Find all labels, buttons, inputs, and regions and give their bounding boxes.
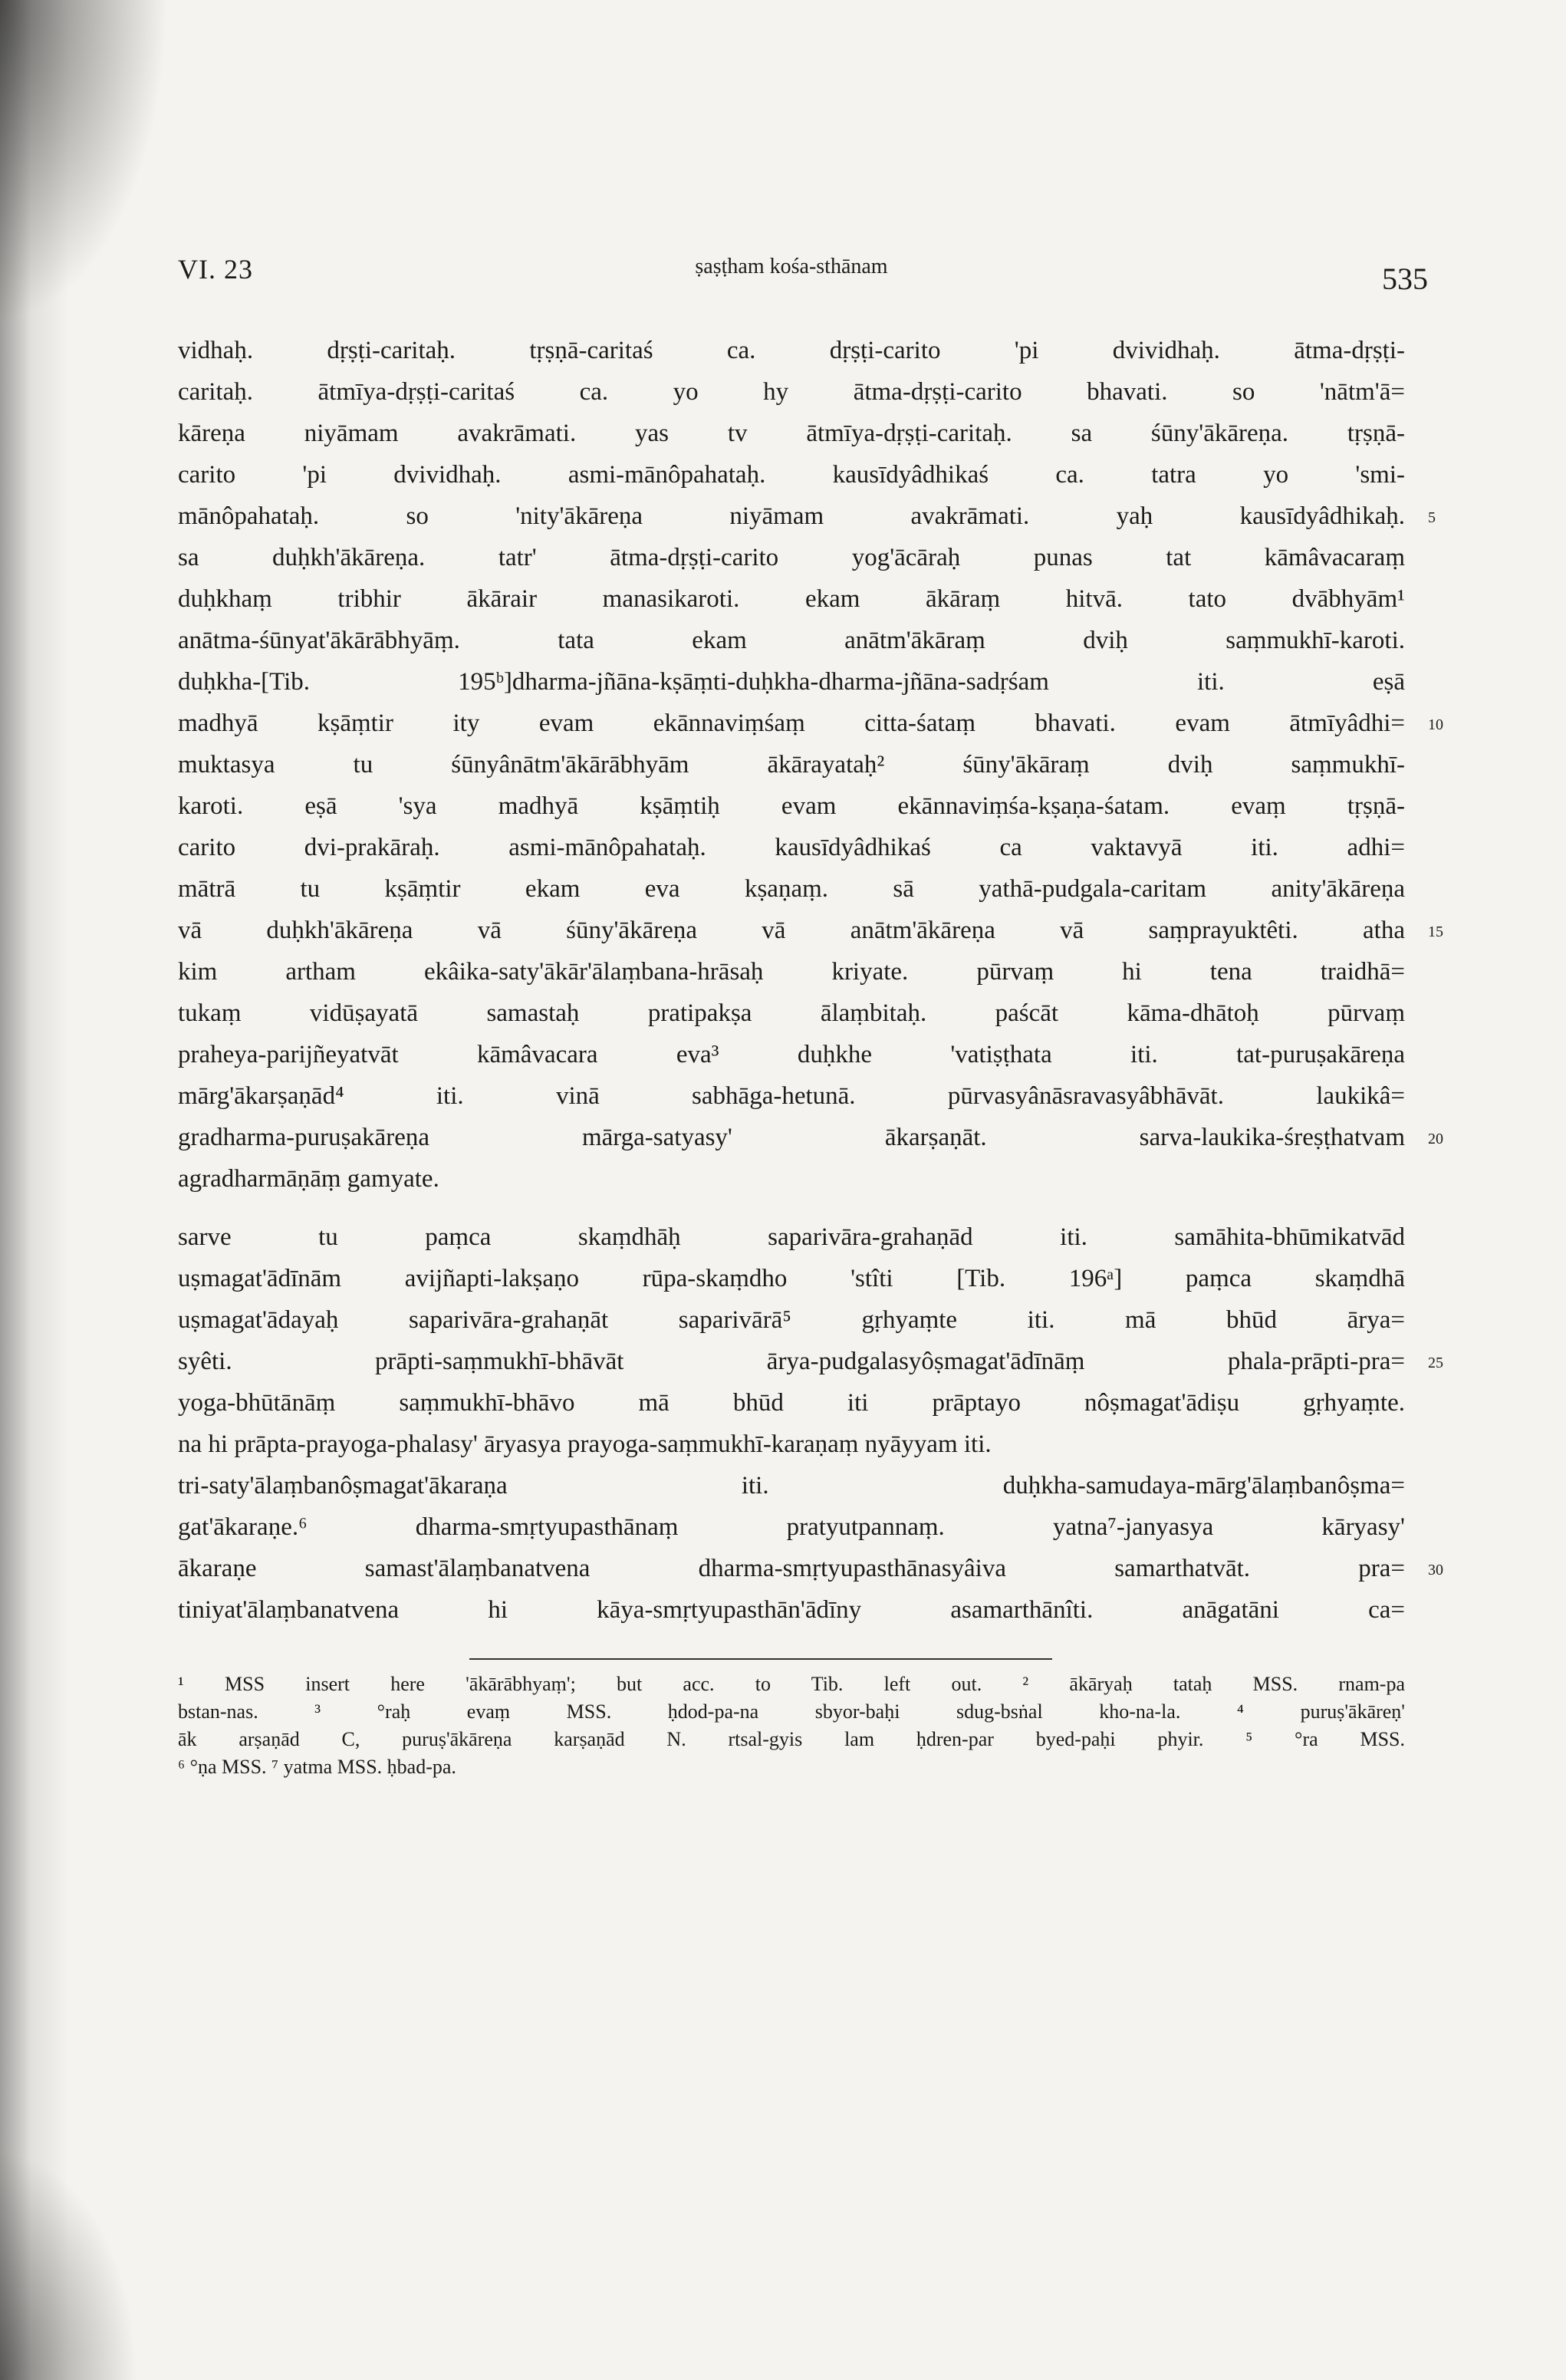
footnotes <box>178 1671 1405 1781</box>
line-number: 10 <box>1428 716 1443 733</box>
line-number: 15 <box>1428 923 1443 940</box>
line-text: tiniyat'ālaṃbanatvena hi kāya-smṛtyupasthān'ādīny asamarthānîti. anāgatāni ca= <box>178 1596 1405 1624</box>
text-line <box>178 578 1405 620</box>
scan-shadow-edge <box>0 0 69 2380</box>
line-text: carito 'pi dvividhaḥ. asmi-mānôpahataḥ. kausīdyâdhikaś ca. tatra yo 'smi- <box>178 461 1405 489</box>
line-text: carito dvi-prakāraḥ. asmi-mānôpahataḥ. kausīdyâdhikaś ca vaktavyā iti. adhi= <box>178 834 1405 861</box>
page-number: 535 <box>1382 262 1428 296</box>
line-text: madhyā kṣāṃtir ity evam ekānnaviṃśaṃ citta-śataṃ bhavati. evam ātmīyâdhi= <box>178 709 1405 737</box>
text-line <box>178 1341 1443 1382</box>
line-text: tukaṃ vidūṣayatā samastaḥ pratipakṣa ālaṃbitaḥ. paścāt kāma-dhātoḥ pūrvaṃ <box>178 999 1405 1027</box>
text-line <box>178 1216 1405 1258</box>
footnote-line <box>178 1698 1405 1726</box>
text-line <box>178 1382 1405 1424</box>
line-number: 25 <box>1428 1355 1443 1371</box>
page <box>178 230 1443 1781</box>
text-line <box>178 1465 1405 1506</box>
line-text: kim artham ekâika-saty'ākār'ālaṃbana-hrāsaḥ kriyate. pūrvaṃ hi tena traidhā= <box>178 958 1405 986</box>
footnote-line <box>178 1671 1405 1698</box>
paragraph-1 <box>178 330 1443 1200</box>
main-text <box>178 330 1443 1631</box>
line-text: muktasya tu śūnyânātm'ākārābhyām ākārayataḥ² śūny'ākāraṃ dviḥ saṃmukhī- <box>178 751 1405 779</box>
running-header <box>178 230 1428 299</box>
text-line <box>178 1424 1405 1465</box>
running-title: ṣaṣṭham kośa-sthānam <box>695 255 888 278</box>
line-text: caritaḥ. ātmīya-dṛṣṭi-caritaś ca. yo hy ātma-dṛṣṭi-carito bhavati. so 'nātm'ā= <box>178 378 1405 406</box>
footnote-text: ¹ MSS insert here 'ākārābhyaṃ'; but acc. to Tib. left out. ² ākāryaḥ tataḥ MSS. rnam-pa <box>178 1673 1405 1695</box>
text-line <box>178 703 1443 744</box>
line-text: uṣmagat'ādayaḥ saparivāra-grahaṇāt saparivārā⁵ gṛhyaṃte iti. mā bhūd ārya= <box>178 1306 1405 1334</box>
text-line <box>178 785 1405 827</box>
line-number: 30 <box>1428 1562 1443 1578</box>
footnote-text: ⁶ °ṇa MSS. ⁷ yatma MSS. ḥbad-pa. <box>178 1756 456 1778</box>
line-text: sa duḥkh'ākāreṇa. tatr' ātma-dṛṣṭi-carito yog'ācāraḥ punas tat kāmâvacaraṃ <box>178 544 1405 571</box>
line-text: gat'ākaraṇe.⁶ dharma-smṛtyupasthānaṃ pratyutpannaṃ. yatna⁷-janyasya kāryasy' <box>178 1513 1405 1541</box>
text-line <box>178 992 1405 1034</box>
text-line <box>178 1034 1405 1075</box>
text-line <box>178 1258 1405 1299</box>
text-line <box>178 1589 1405 1631</box>
line-text: ākaraṇe samast'ālaṃbanatvena dharma-smṛtyupasthānasyâiva samarthatvāt. pra= <box>178 1555 1405 1582</box>
text-line <box>178 1548 1443 1589</box>
section-ref: VI. 23 <box>178 254 253 285</box>
footnote-rule <box>469 1658 1052 1660</box>
text-line <box>178 537 1405 578</box>
text-line <box>178 620 1405 661</box>
line-text: mārg'ākarṣaṇād⁴ iti. vinā sabhāga-hetunā. pūrvasyânāsravasyâbhāvāt. laukikâ= <box>178 1082 1405 1110</box>
line-text: praheya-parijñeyatvāt kāmâvacara eva³ duḥkhe 'vatiṣṭhata iti. tat-puruṣakāreṇa <box>178 1041 1405 1068</box>
text-line <box>178 413 1405 454</box>
line-text: anātma-śūnyat'ākārābhyāṃ. tata ekam anātm'ākāraṃ dviḥ saṃmukhī-karoti. <box>178 627 1405 654</box>
text-line <box>178 330 1405 371</box>
text-line <box>178 495 1436 537</box>
line-text: tri-saty'ālaṃbanôṣmagat'ākaraṇa iti. duḥkha-samudaya-mārg'ālaṃbanôṣma= <box>178 1472 1405 1499</box>
text-line <box>178 868 1405 910</box>
line-number: 5 <box>1428 509 1436 526</box>
text-line <box>178 951 1405 992</box>
line-text: sarve tu paṃca skaṃdhāḥ saparivāra-grahaṇād iti. samāhita-bhūmikatvād <box>178 1223 1405 1251</box>
line-text: gradharma-puruṣakāreṇa mārga-satyasy' ākarṣaṇāt. sarva-laukika-śreṣṭhatvam <box>178 1124 1405 1151</box>
line-text: karoti. eṣā 'sya madhyā kṣāṃtiḥ evam ekānnaviṃśa-kṣaṇa-śatam. evaṃ tṛṣṇā- <box>178 792 1405 820</box>
line-number: 20 <box>1428 1131 1443 1147</box>
footnote-line <box>178 1753 1405 1781</box>
footnote-text: āk arṣaṇād C, puruṣ'ākāreṇa karṣaṇād N. rtsal-gyis lam ḥdren-par byed-paḥi phyir. ⁵ °ra MSS. <box>178 1728 1405 1750</box>
text-line <box>178 1158 1405 1200</box>
line-text: agradharmāṇāṃ gamyate. <box>178 1165 439 1193</box>
scan-shadow-bottom <box>0 2150 138 2380</box>
text-line <box>178 1506 1405 1548</box>
line-text: kāreṇa niyāmam avakrāmati. yas tv ātmīya-dṛṣṭi-caritaḥ. sa śūny'ākāreṇa. tṛṣṇā- <box>178 420 1405 447</box>
text-line <box>178 744 1405 785</box>
line-text: mātrā tu kṣāṃtir ekam eva kṣaṇaṃ. sā yathā-pudgala-caritam anity'ākāreṇa <box>178 875 1405 903</box>
paragraph-2 <box>178 1216 1443 1465</box>
line-text: vidhaḥ. dṛṣṭi-caritaḥ. tṛṣṇā-caritaś ca. dṛṣṭi-carito 'pi dvividhaḥ. ātma-dṛṣṭi- <box>178 337 1405 364</box>
footnote-line <box>178 1726 1405 1753</box>
footnote-text: bstan-nas. ³ °raḥ evaṃ MSS. ḥdod-pa-na sbyor-baḥi sdug-bsṅal kho-na-la. ⁴ puruṣ'ākāreṇ' <box>178 1700 1405 1723</box>
text-line <box>178 1075 1405 1117</box>
line-text: mānôpahataḥ. so 'nity'ākāreṇa niyāmam avakrāmati. yaḥ kausīdyâdhikaḥ. <box>178 502 1405 530</box>
text-line <box>178 827 1405 868</box>
line-text: uṣmagat'ādīnām avijñapti-lakṣaṇo rūpa-skaṃdho 'stîti [Tib. 196ᵃ] paṃca skaṃdhā <box>178 1265 1405 1292</box>
text-line <box>178 1299 1405 1341</box>
line-text: syêti. prāpti-saṃmukhī-bhāvāt ārya-pudgalasyôṣmagat'ādīnāṃ phala-prāpti-pra= <box>178 1348 1405 1375</box>
line-text: na hi prāpta-prayoga-phalasy' āryasya prayoga-saṃmukhī-karaṇaṃ nyāyyam iti. <box>178 1430 992 1458</box>
scan-shadow-top <box>0 0 169 322</box>
text-line <box>178 661 1405 703</box>
text-line <box>178 371 1405 413</box>
line-text: duḥkhaṃ tribhir ākārair manasikaroti. ekam ākāraṃ hitvā. tato dvābhyām¹ <box>178 585 1405 613</box>
line-text: yoga-bhūtānāṃ saṃmukhī-bhāvo mā bhūd iti prāptayo nôṣmagat'ādiṣu gṛhyaṃte. <box>178 1389 1405 1417</box>
text-line <box>178 1117 1443 1158</box>
paragraph-3 <box>178 1465 1443 1631</box>
line-text: duḥkha-[Tib. 195ᵇ]dharma-jñāna-kṣāṃti-duḥkha-dharma-jñāna-sadṛśam iti. eṣā <box>178 668 1405 696</box>
text-line <box>178 910 1443 951</box>
text-line <box>178 454 1405 495</box>
line-text: vā duḥkh'ākāreṇa vā śūny'ākāreṇa vā anātm'ākāreṇa vā saṃprayuktêti. atha <box>178 917 1405 944</box>
